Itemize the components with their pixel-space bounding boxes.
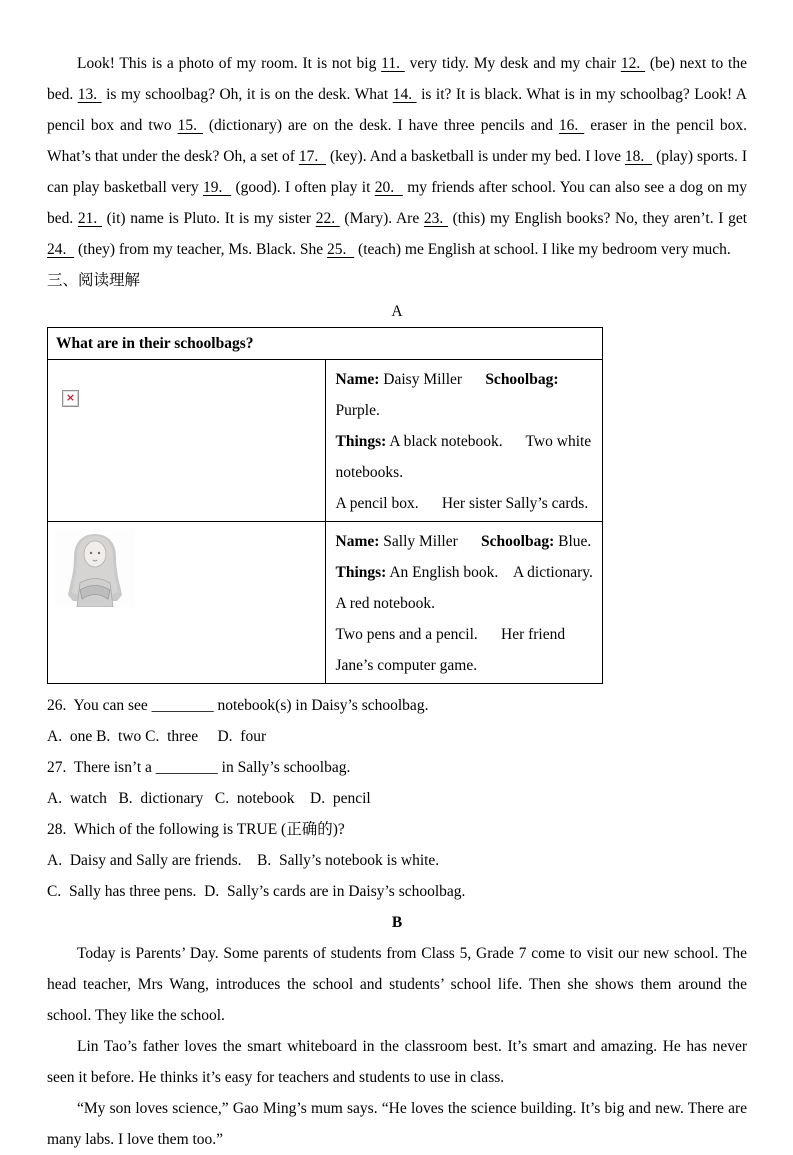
cloze-blank: 14. <box>392 86 417 103</box>
passage-paragraph: Today is Parents’ Day. Some parents of students from Class 5, Grade 7 come to visit our new school. The head teacher, Mrs Wang, introduces the school and students’ school life. Then she shows them around the school. They like the school. <box>47 945 747 1024</box>
cloze-text: (be) next to the bed. <box>47 55 747 103</box>
cloze-blank: 17. <box>298 148 327 165</box>
cell-line <box>336 526 595 557</box>
cloze-blank: 22. <box>315 210 340 227</box>
cloze-blank: 13. <box>77 86 102 103</box>
image-cell <box>48 360 326 522</box>
field-label: Schoolbag: <box>485 371 559 388</box>
cloze-text: (good). I often play it <box>231 179 375 196</box>
cloze-text: (key). And a basketball is under my bed. I love <box>326 148 625 165</box>
cell-line <box>335 557 616 619</box>
cloze-text: is my schoolbag? Oh, it is on the desk. What <box>101 86 393 103</box>
question-stem: 28. Which of the following is TRUE (正确的)? <box>47 821 345 838</box>
info-cell <box>325 360 603 522</box>
cell-line <box>336 426 595 488</box>
cell-line <box>336 364 595 426</box>
section-heading-reading: 三、阅读理解 <box>47 272 141 289</box>
table-row <box>48 522 603 684</box>
cloze-blank: 16. <box>558 117 585 134</box>
question-options: A. Daisy and Sally are friends. B. Sally’s notebook is white. <box>47 852 440 869</box>
table-row <box>48 360 603 522</box>
cloze-blank: 20. <box>374 179 403 196</box>
field-label: Things: <box>335 433 387 450</box>
cloze-text: (teach) me English at school. I like my bedroom very much. <box>354 241 731 258</box>
cloze-text: Look! This is a photo of my room. It is not big <box>77 55 382 72</box>
cloze-text: my friends after school. You can also see a dog on my bed. <box>47 179 748 227</box>
cell-line <box>336 488 595 519</box>
field-text: Sally Miller <box>379 533 482 550</box>
question-options: A. one B. two C. three D. four <box>47 728 267 745</box>
cloze-blank: 23. <box>423 210 448 227</box>
field-label: Schoolbag: <box>481 533 555 550</box>
field-label: Name: <box>335 371 380 388</box>
girl-photo <box>55 529 135 607</box>
cloze-text: very tidy. My desk and my chair <box>404 55 621 72</box>
field-text: A pencil box. Her sister Sally’s cards. <box>335 495 589 512</box>
cloze-blank: 19. <box>203 179 232 196</box>
image-cell <box>48 522 326 684</box>
field-text: A black notebook. Two white notebooks. <box>335 433 596 481</box>
broken-image-icon <box>62 390 79 407</box>
schoolbag-table-body <box>48 360 616 684</box>
cloze-blank: 18. <box>624 148 653 165</box>
cloze-blank: 25. <box>327 241 355 258</box>
field-text: Blue. <box>554 533 592 550</box>
cell-line <box>336 619 595 681</box>
cloze-text: (Mary). Are <box>339 210 424 227</box>
question-options: C. Sally has three pens. D. Sally’s cards are in Daisy’s schoolbag. <box>47 883 466 900</box>
cloze-text: eraser in the pencil box. What’s that under the desk? Oh, a set of <box>47 117 748 165</box>
field-text: Daisy Miller <box>379 371 486 388</box>
questions-section <box>47 690 747 907</box>
field-label: Name: <box>335 533 380 550</box>
table-title-row <box>48 328 603 360</box>
table-title: What are in their schoolbags? <box>48 328 603 360</box>
field-text: Purple. <box>335 371 563 419</box>
question-stem: 27. There isn’t a ________ in Sally’s schoolbag. <box>47 759 351 776</box>
cloze-text: (play) sports. I can play basketball very <box>47 148 748 196</box>
schoolbag-table <box>47 327 616 684</box>
cloze-blank: 12. <box>620 55 646 72</box>
passage-b <box>47 938 747 1155</box>
info-cell <box>325 522 616 684</box>
cloze-text: is it? It is black. What is in my schoolbag? Look! A pencil box and two <box>47 86 748 134</box>
passage-a-label: A <box>391 303 403 320</box>
cloze-blank: 11. <box>381 55 405 72</box>
passage-b-label: B <box>391 914 403 931</box>
cloze-paragraph <box>47 48 747 265</box>
cloze-text: (they) from my teacher, Ms. Black. She <box>74 241 328 258</box>
passage-paragraph: “My son loves science,” Gao Ming’s mum says. “He loves the science building. It’s big and new. There are many labs. I love them too.” <box>47 1100 747 1148</box>
field-text: An English book. A dictionary. A red notebook. <box>335 564 616 612</box>
field-text: Two pens and a pencil. Her friend Jane’s computer game. <box>335 626 569 674</box>
cloze-text: (dictionary) are on the desk. I have three pencils and <box>202 117 559 134</box>
cloze-blank: 15. <box>177 117 203 134</box>
question-options: A. watch B. dictionary C. notebook D. pencil <box>47 790 371 807</box>
question-stem: 26. You can see ________ notebook(s) in Daisy’s schoolbag. <box>47 697 429 714</box>
cloze-text: (it) name is Pluto. It is my sister <box>101 210 316 227</box>
cloze-text: (this) my English books? No, they aren’t. I get <box>447 210 748 227</box>
red-x-icon: × <box>65 391 76 404</box>
cloze-blank: 24. <box>47 241 75 258</box>
passage-paragraph: Lin Tao’s father loves the smart whiteboard in the classroom best. It’s smart and amazing. He has never seen it before. He thinks it’s easy for teachers and students to use in class. <box>47 1038 747 1086</box>
field-label: Things: <box>335 564 387 581</box>
cloze-blank: 21. <box>77 210 102 227</box>
